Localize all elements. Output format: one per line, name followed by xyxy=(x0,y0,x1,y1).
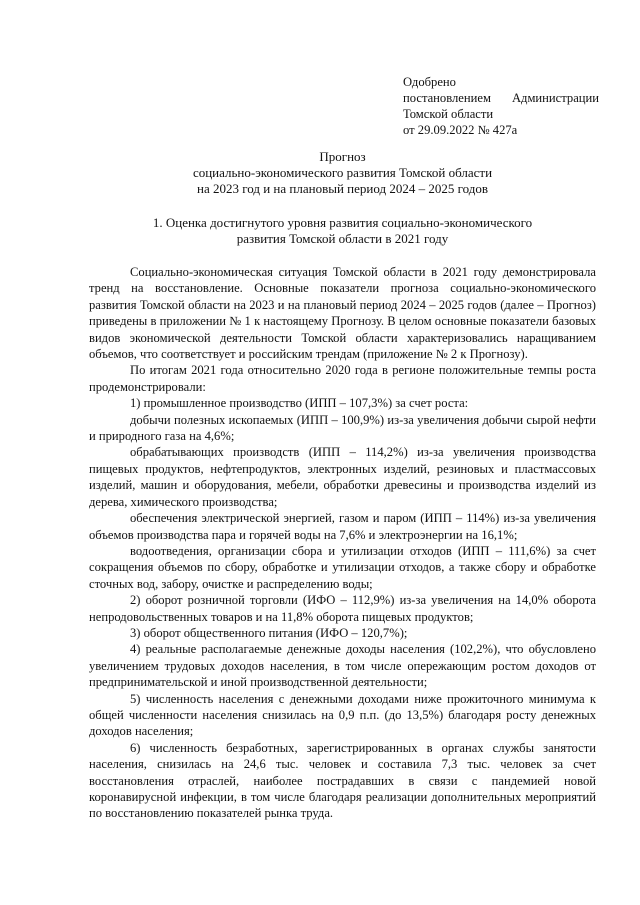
paragraph: обрабатывающих производств (ИПП – 114,2%) из-за увеличения производства пищевых продуктов, нефтепродуктов, электронных изделий, резиновых и пластмассовых изделий, машин и оборудования, мебели, обработки древесины и производства изделий из дерева, химического производства; xyxy=(89,445,596,509)
paragraph: 3) оборот общественного питания (ИФО – 120,7%); xyxy=(130,625,408,640)
approval-line: постановлением Администрации xyxy=(403,91,599,105)
paragraph: 5) численность населения с денежными доходами ниже прожиточного минимума к общей численности населения снизилась на 0,9 п.п. (до 13,5%) благодаря росту денежных доходов населения; xyxy=(89,691,596,739)
title-line: на 2023 год и на плановый период 2024 – 2025 годов xyxy=(197,181,488,196)
paragraph: обеспечения электрической энергией, газом и паром (ИПП – 114%) из-за увеличения объемов производства пара и горячей воды на 7,6% и электроэнергии на 16,1%; xyxy=(89,511,596,542)
approval-block xyxy=(403,74,599,138)
document-title xyxy=(89,149,596,197)
section-heading xyxy=(89,215,596,247)
section-heading-line: 1. Оценка достигнутого уровня развития социально-экономического xyxy=(152,215,533,230)
document-body xyxy=(89,264,596,822)
paragraph: 1) промышленное производство (ИПП – 107,3%) за счет роста: xyxy=(130,396,469,411)
paragraph: По итогам 2021 года относительно 2020 года в регионе положительные темпы роста продемонстрировали: xyxy=(89,363,596,394)
paragraph: 6) численность безработных, зарегистрированных в органах службы занятости населения, снизилась на 24,6 тыс. человек и составила 7,3 тыс. человек за счет восстановления отраслей, наиболее пострадавших в связи с пандемией новой коронавирусной инфекции, в том числе благодаря реализации дополнительных мероприятий по восстановлению показателей рынка труда. xyxy=(89,740,596,821)
paragraph: 2) оборот розничной торговли (ИФО – 112,9%) из-за увеличения на 14,0% оборота непродовольственных товаров и на 11,8% оборота пищевых продуктов; xyxy=(89,593,596,624)
paragraph: 4) реальные располагаемые денежные доходы населения (102,2%), что обусловлено увеличением трудовых доходов населения, в том числе опережающим ростом доходов от предпринимательской и иной производственной деятельности; xyxy=(89,642,596,690)
paragraph: Социально-экономическая ситуация Томской области в 2021 году демонстрировала тренд на восстановление. Основные показатели прогноза социально-экономического развития Томской области на 2023 и на плановый период 2024 – 2025 годов (далее – Прогноз) приведены в приложении № 1 к настоящему Прогнозу. В целом основные показатели базовых видов экономической деятельности Томской области характеризовались наращиванием объемов, что соответствует и российским трендам (приложение № 2 к Прогнозу). xyxy=(89,265,596,362)
approval-line: Одобрено xyxy=(403,75,456,89)
title-line: Прогноз xyxy=(319,149,366,164)
approval-line: Томской области xyxy=(403,107,494,121)
approval-date-line: от 29.09.2022 № 427а xyxy=(403,123,518,137)
section-heading-line: развития Томской области в 2021 году xyxy=(236,231,449,246)
title-line: социально-экономического развития Томской области xyxy=(192,165,493,180)
paragraph: добычи полезных ископаемых (ИПП – 100,9%) из-за увеличения добычи сырой нефти и природного газа на 4,6%; xyxy=(89,412,596,444)
paragraph: водоотведения, организации сбора и утилизации отходов (ИПП – 111,6%) за счет сокращения объемов по сбору, обработке и утилизации отходов, а также сбору и обработке сточных вод, забору, очистке и распределению воды; xyxy=(89,543,596,591)
